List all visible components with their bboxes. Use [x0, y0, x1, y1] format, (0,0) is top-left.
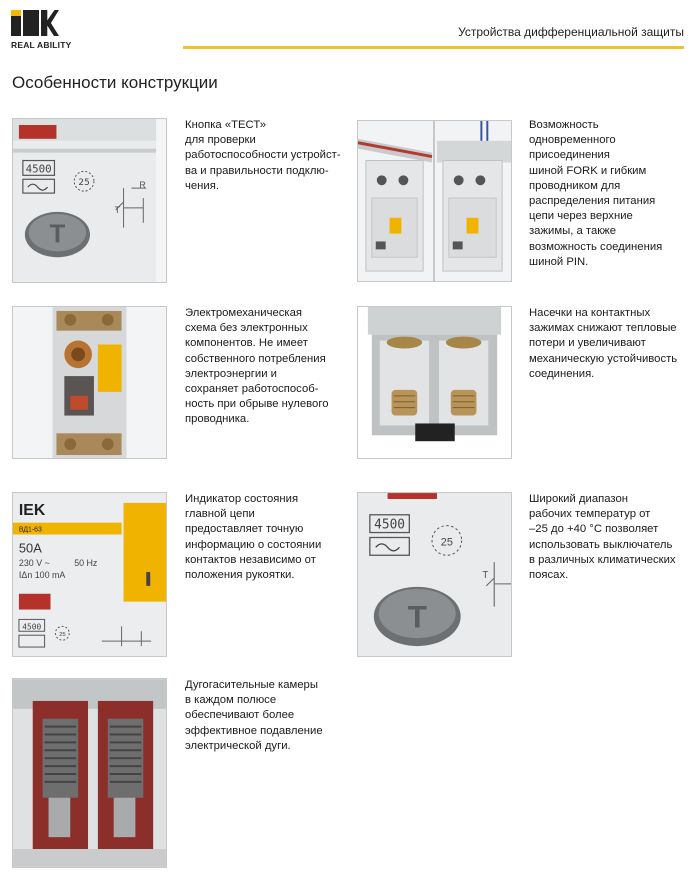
svg-text:R: R: [139, 180, 146, 191]
feature-text-busbar: Возможность одновременного присоединения шиной FORK и гибким проводником для распределения питания цепи через верхние зажимы, а также возможность соединения шиной PIN.: [529, 119, 663, 268]
svg-text:T: T: [114, 204, 121, 215]
brand-tagline: REAL ABILITY: [11, 40, 72, 50]
status-indicator-photo: [12, 492, 167, 657]
test-button-illustration: [13, 119, 166, 282]
section-title: Особенности конструкции: [12, 73, 218, 92]
electromechanical-internals-photo: [12, 306, 167, 459]
feature-text-temperature: Широкий диапазон рабочих температур от –25 до +40 °С позволяет использовать выключатель в различных климатических поясах.: [529, 493, 676, 582]
arc-chambers-photo: [12, 678, 167, 868]
iek-logo-icon: [11, 8, 69, 36]
svg-text:4500: 4500: [22, 622, 42, 632]
arc-chambers-illustration: [13, 679, 166, 867]
svg-text:Т: Т: [407, 598, 427, 635]
feature-text-test-button: Кнопка «ТЕСТ» для проверки работоспособности устройст- ва и правильности подклю- чения.: [185, 119, 341, 192]
feature-text-electromechanical: Электромеханическая схема без электронных компонентов. Не имеет собственного потребления электроэнергии и сохраняет работоспособ- ность при обрыве нулевого проводника.: [185, 307, 329, 426]
svg-text:50 Hz: 50 Hz: [74, 558, 98, 569]
feature-text-terminals: Насечки на контактных зажимах снижают тепловые потери и увеличивают механическую устойчивость соединения.: [529, 307, 678, 380]
header-title: Устройства дифференциальной защиты: [458, 25, 684, 39]
svg-text:25: 25: [59, 632, 66, 639]
svg-text:T: T: [482, 569, 489, 581]
svg-text:230 V ~: 230 V ~: [18, 558, 50, 569]
terminals-illustration: [358, 307, 511, 458]
svg-text:4500: 4500: [374, 517, 406, 533]
feature-text-arc-chambers: Дугогасительные камеры в каждом полюсе обеспечивают более эффективное подавление электрической дуги.: [185, 679, 323, 752]
feature-text-indicator: Индикатор состояния главной цепи предоставляет точную информацию о состоянии контактов независимо от положения рукоятки.: [185, 493, 322, 582]
svg-text:IEK: IEK: [18, 501, 46, 519]
terminal-clamps-photo: [357, 306, 512, 459]
internals-illustration: [13, 307, 166, 458]
svg-text:ВД1-63: ВД1-63: [18, 526, 42, 534]
svg-text:25: 25: [440, 536, 453, 549]
svg-text:Т: Т: [49, 220, 66, 249]
temperature-range-photo: [357, 492, 512, 657]
indicator-illustration: [13, 493, 166, 656]
svg-text:25: 25: [78, 178, 90, 189]
test-button-photo: [12, 118, 167, 283]
brand-logo: [11, 8, 73, 50]
header-divider: [183, 46, 684, 49]
temperature-illustration: [358, 493, 511, 656]
svg-text:IΔn 100 mA: IΔn 100 mA: [18, 569, 66, 580]
svg-text:50A: 50A: [18, 540, 42, 556]
busbar-illustration: [358, 121, 511, 281]
busbar-connection-photo: [357, 120, 512, 282]
svg-text:4500: 4500: [25, 162, 52, 176]
